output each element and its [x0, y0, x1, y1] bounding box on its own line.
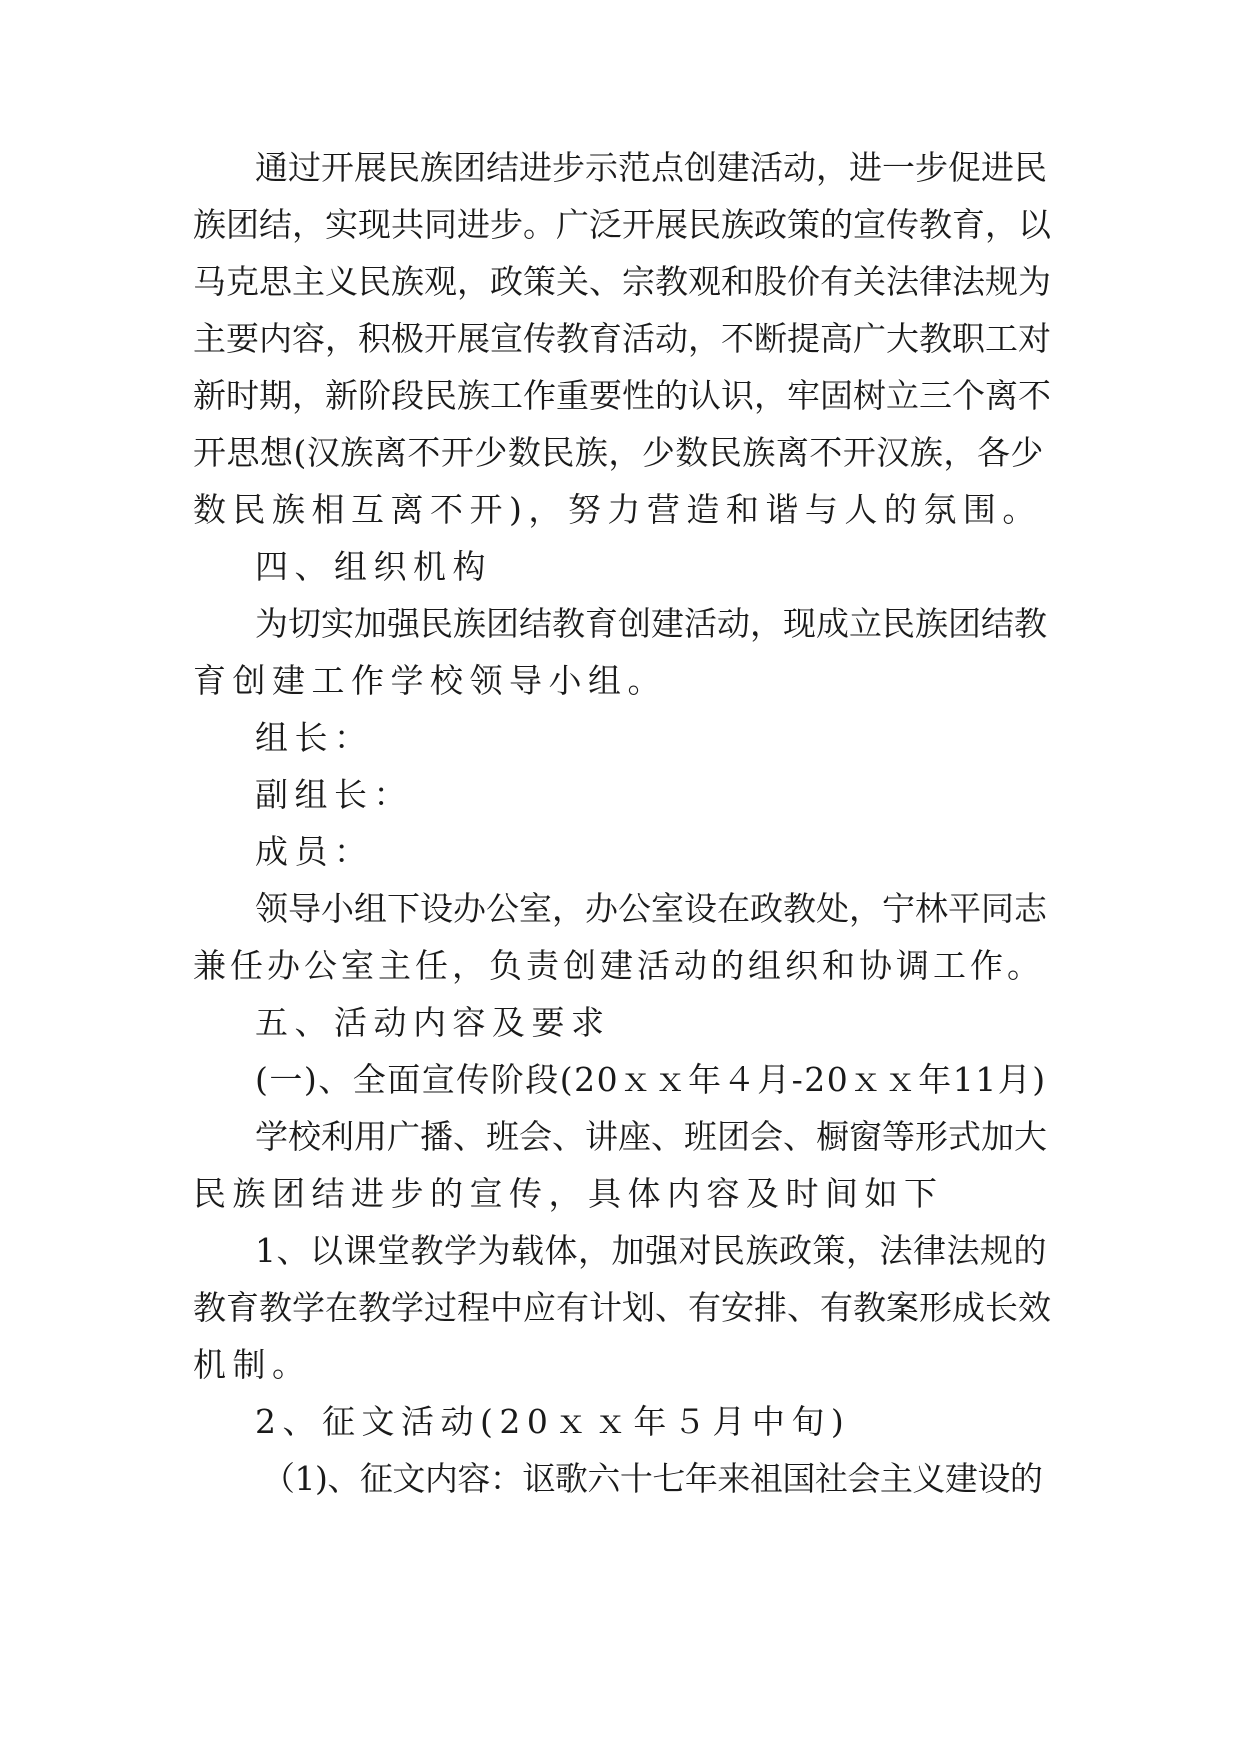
paragraph-line: 通过开展民族团结进步示范点创建活动，进一步促进民	[255, 148, 1047, 187]
paragraph-line: （1)、征文内容：讴歌六十七年来祖国社会主义建设的	[262, 1459, 1043, 1498]
paragraph-line: 新时期，新阶段民族工作重要性的认识，牢固树立三个离不	[193, 376, 1051, 415]
paragraph-line: 1、以课堂教学为载体，加强对民族政策，法律法规的	[255, 1231, 1047, 1270]
subsection-heading: 2、征文活动(20ｘｘ年５月中旬)	[255, 1402, 851, 1441]
section-heading: 五、活动内容及要求	[255, 1003, 611, 1042]
paragraph-line: 民族团结进步的宣传，具体内容及时间如下	[193, 1174, 944, 1213]
paragraph-line: 开思想(汉族离不开少数民族，少数民族离不开汉族，各少	[193, 433, 1044, 472]
paragraph-line: 马克思主义民族观，政策关、宗教观和股价有关法律法规为	[193, 262, 1051, 301]
section-heading: 四、组织机构	[255, 547, 492, 586]
paragraph-line: 领导小组下设办公室，办公室设在政教处，宁林平同志	[255, 889, 1047, 928]
member-label: 组长：	[255, 718, 374, 757]
paragraph-line: 为切实加强民族团结教育创建活动，现成立民族团结教	[255, 604, 1047, 643]
paragraph-line: 教育教学在教学过程中应有计划、有安排、有教案形成长效	[193, 1288, 1051, 1327]
member-label: 成员：	[255, 832, 374, 871]
paragraph-line: 数民族相互离不开)，努力营造和谐与人的氛围。	[193, 490, 1042, 529]
paragraph-line: 机制。	[193, 1345, 312, 1384]
paragraph-line: 学校利用广播、班会、讲座、班团会、橱窗等形式加大	[255, 1117, 1047, 1156]
paragraph-line: 主要内容，积极开展宣传教育活动，不断提高广大教职工对	[193, 319, 1051, 358]
subsection-heading: (一)、全面宣传阶段(20ｘｘ年４月-20ｘｘ年11月)	[255, 1060, 1047, 1099]
paragraph-line: 兼任办公室主任，负责创建活动的组织和协调工作。	[193, 946, 1044, 985]
member-label: 副组长：	[255, 775, 413, 814]
paragraph-line: 族团结，实现共同进步。广泛开展民族政策的宣传教育，以	[193, 205, 1051, 244]
paragraph-line: 育创建工作学校领导小组。	[193, 661, 667, 700]
